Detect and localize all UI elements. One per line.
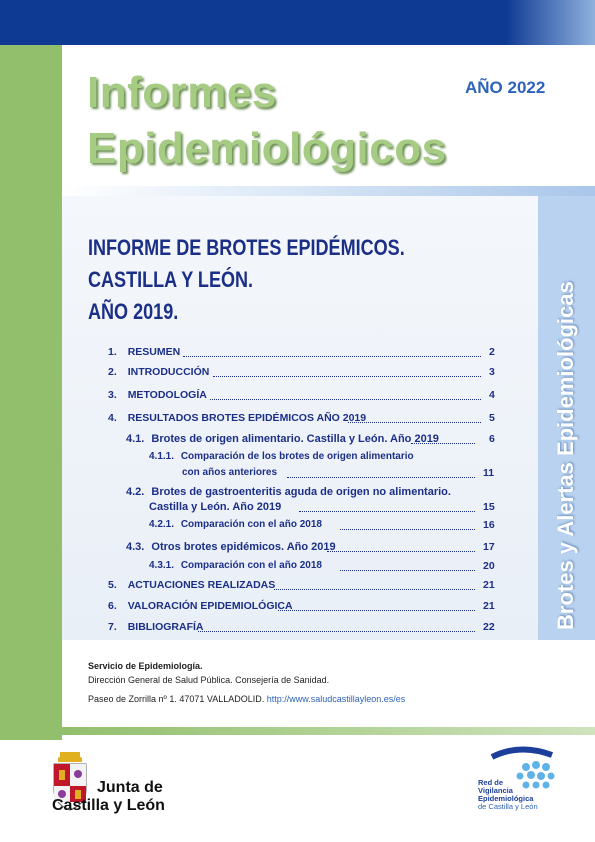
- toc-text: METODOLOGÍA: [127, 389, 207, 401]
- toc-text: Comparación con el año 2018: [180, 560, 322, 571]
- header-divider: [62, 186, 595, 196]
- toc-page: 20: [483, 560, 495, 572]
- toc-page: 11: [483, 467, 495, 479]
- toc-text: INTRODUCCIÓN: [127, 366, 210, 378]
- toc-entry-bibliografia[interactable]: [108, 621, 204, 633]
- toc-number: 4.3.1.: [149, 560, 175, 571]
- toc-text: RESULTADOS BROTES EPIDÉMICOS AÑO 2019: [127, 412, 367, 424]
- toc-text: Brotes de origen alimentario. Castilla y León. Año 2019: [151, 433, 439, 445]
- series-title-line1: Informes: [87, 68, 277, 117]
- toc-text: Comparación de los brotes de origen alimentario: [180, 451, 414, 462]
- toc-page: 16: [483, 519, 495, 531]
- footer-green-strip: [62, 727, 595, 735]
- toc-page: 6: [489, 433, 495, 445]
- toc-entry-4-3-1[interactable]: [149, 560, 322, 571]
- toc-text: ACTUACIONES REALIZADAS: [127, 579, 276, 591]
- toc-page: 2: [489, 346, 495, 358]
- toc-entry-resumen[interactable]: [108, 346, 180, 358]
- toc-text: Comparación con el año 2018: [180, 519, 322, 530]
- toc-page: 15: [483, 501, 495, 513]
- footer: [62, 640, 595, 740]
- toc-text: Otros brotes epidémicos. Año 2019: [151, 541, 336, 553]
- toc-number: 6.: [108, 600, 117, 612]
- toc-text: VALORACIÓN EPIDEMIOLÓGICA: [127, 600, 293, 612]
- toc-number: 7.: [108, 621, 117, 633]
- toc-entry-actuaciones[interactable]: [108, 579, 275, 591]
- toc-entry-introduccion[interactable]: [108, 366, 209, 378]
- toc-page: 21: [483, 579, 495, 591]
- toc-entry-4-1[interactable]: [126, 433, 439, 445]
- toc-number: 1.: [108, 346, 117, 358]
- report-title-line3: AÑO 2019.: [88, 299, 179, 324]
- toc-entry-4-1-1[interactable]: [149, 451, 414, 462]
- toc-entry-resultados[interactable]: [108, 412, 366, 424]
- toc-number: 5.: [108, 579, 117, 591]
- report-title-line1: INFORME DE BROTES EPIDÉMICOS.: [88, 235, 405, 260]
- red-vigilancia-text: [478, 779, 538, 811]
- toc-number: 4.: [108, 412, 117, 424]
- logo-text-line2: Castilla y León: [52, 797, 165, 814]
- toc-entry-4-2-cont: Castilla y León. Año 2019: [149, 501, 282, 513]
- toc-page: 4: [489, 389, 495, 401]
- toc-page: 5: [489, 412, 495, 424]
- footer-url-link[interactable]: http://www.saludcastillayleon.es/es: [266, 694, 406, 704]
- toc-entry-valoracion[interactable]: [108, 600, 293, 612]
- series-year: AÑO 2022: [465, 78, 546, 97]
- toc-number: 4.3.: [126, 541, 145, 553]
- toc-number: 4.2.1.: [149, 519, 175, 530]
- toc-text: Brotes de gastroenteritis aguda de origen no alimentario.: [151, 486, 451, 498]
- toc-entry-4-3[interactable]: [126, 541, 336, 553]
- series-title-line2: Epidemiológicos: [87, 124, 447, 173]
- toc-number: 4.2.: [126, 486, 145, 498]
- left-green-band: [0, 45, 62, 740]
- toc-text: RESUMEN: [127, 346, 181, 358]
- top-banner: [0, 0, 595, 45]
- toc-page: 17: [483, 541, 495, 553]
- rv-line1: Red de: [478, 778, 504, 787]
- toc-entry-4-2[interactable]: [126, 486, 451, 498]
- toc-number: 3.: [108, 389, 117, 401]
- toc-entry-metodologia[interactable]: [108, 389, 207, 401]
- rv-line4: de Castilla y León: [478, 802, 538, 811]
- footer-address-text: Paseo de Zorrilla nº 1. 47071 VALLADOLID.: [88, 694, 265, 704]
- toc-text: BIBLIOGRAFÍA: [127, 621, 204, 633]
- footer-service: Servicio de Epidemiología.: [88, 661, 203, 671]
- toc-number: 2.: [108, 366, 117, 378]
- report-title-line2: CASTILLA Y LEÓN.: [88, 267, 254, 292]
- logo-text-line1: Junta de: [97, 779, 163, 796]
- toc-page: 3: [489, 366, 495, 378]
- report-title: [88, 232, 405, 328]
- toc-page: 21: [483, 600, 495, 612]
- rv-line2: Vigilancia: [478, 786, 513, 795]
- toc-entry-4-1-1-cont: con años anteriores: [182, 467, 278, 478]
- toc-number: 4.1.: [126, 433, 145, 445]
- side-label: Brotes y Alertas Epidemiológicas: [553, 281, 578, 630]
- toc-page: 22: [483, 621, 495, 633]
- rv-line3: Epidemiológica: [478, 794, 534, 803]
- footer-address: [88, 694, 405, 704]
- footer-direction: Dirección General de Salud Pública. Consejería de Sanidad.: [88, 675, 330, 685]
- toc-entry-4-2-1[interactable]: [149, 519, 322, 530]
- toc-number: 4.1.1.: [149, 451, 175, 462]
